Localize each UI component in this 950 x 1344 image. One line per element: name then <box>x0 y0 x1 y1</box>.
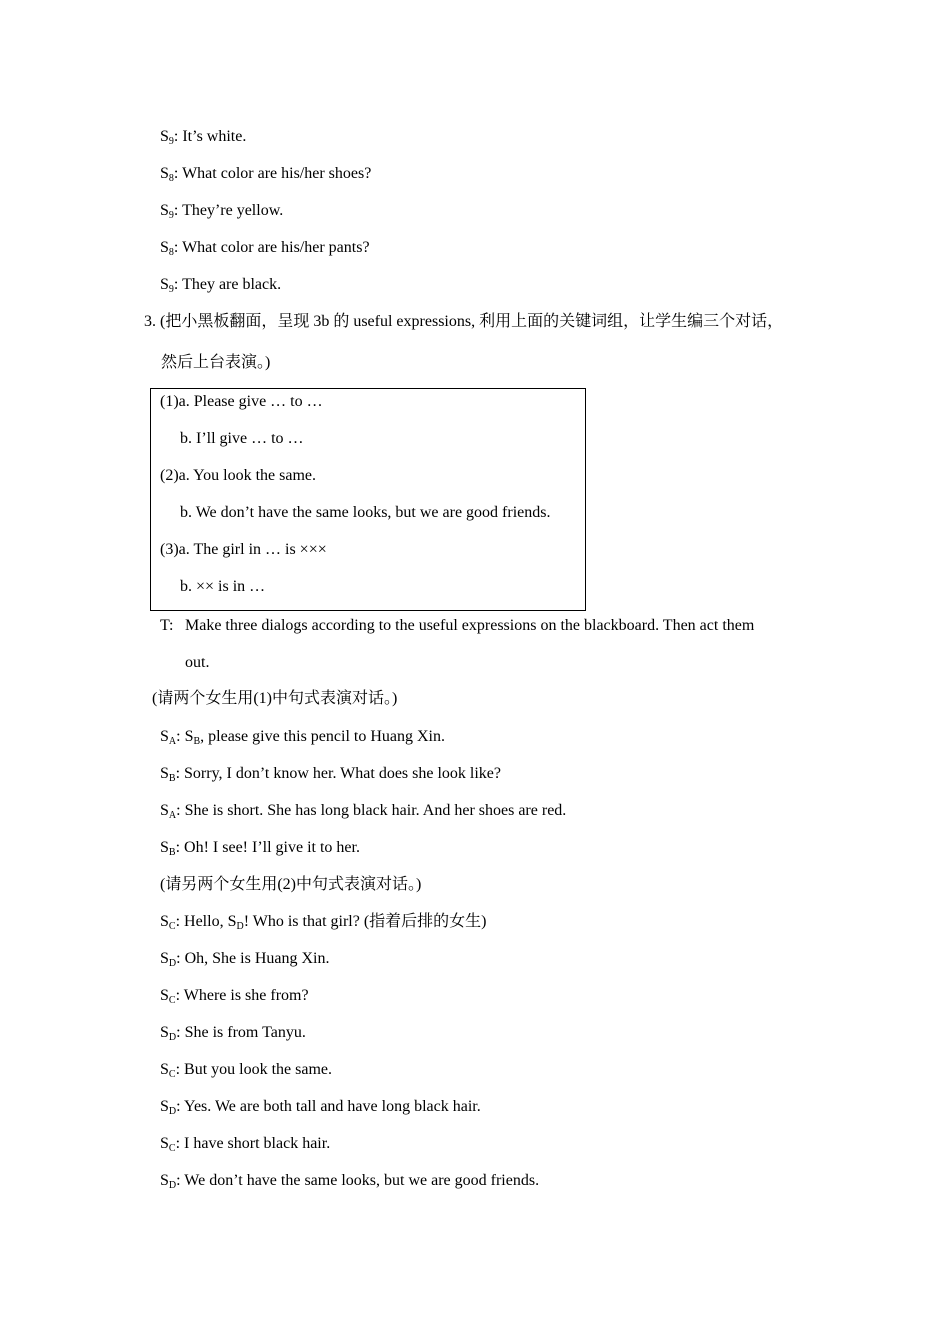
speaker-subscript: 9 <box>168 284 174 295</box>
speaker-subscript: B <box>168 847 176 858</box>
dialog-line <box>160 275 281 295</box>
speaker-subscript: 9 <box>168 210 174 221</box>
utterance: : Oh! I see! I’ll give it to her. <box>175 839 360 856</box>
expression-item: (1)a. Please give … to … <box>160 393 323 410</box>
speaker: S <box>160 1024 169 1041</box>
utterance: : What color are his/her pants? <box>173 239 370 256</box>
teacher-label: T: <box>160 617 174 634</box>
dialog-line <box>160 238 370 258</box>
dialog-line <box>160 164 371 184</box>
speaker: S <box>160 1061 169 1078</box>
dialog-line <box>160 1171 539 1191</box>
dialog-line <box>160 127 246 147</box>
utterance: : She is from Tanyu. <box>176 1024 306 1041</box>
stage-note: (请另两个女生用(2)中句式表演对话。) <box>160 876 422 893</box>
utterance: : She is short. She has long black hair. And her shoes are red. <box>176 802 567 819</box>
dialog-line <box>160 201 283 221</box>
utterance: : Where is she from? <box>175 987 309 1004</box>
speaker: S <box>160 802 169 819</box>
dialog-line <box>160 1134 330 1154</box>
utterance: : Sorry, I don’t know her. What does she look like? <box>175 765 502 782</box>
teacher-instruction: Make three dialogs according to the useful expressions on the blackboard. Then act them <box>185 617 755 634</box>
speaker-subscript: B <box>168 773 176 784</box>
utterance: , please give this pencil to Huang Xin. <box>200 728 445 745</box>
speaker: S <box>160 913 169 930</box>
speaker: S <box>160 276 169 293</box>
dialog-line <box>160 838 360 858</box>
speaker-subscript: C <box>168 1143 176 1154</box>
speaker: S <box>160 1172 169 1189</box>
dialog-line <box>160 949 329 969</box>
utterance: : I have short black hair. <box>175 1135 331 1152</box>
utterance: : They are black. <box>173 276 282 293</box>
speaker: S <box>160 128 169 145</box>
stage-note: (请两个女生用(1)中句式表演对话。) <box>152 690 398 707</box>
speaker-subscript: C <box>168 921 176 932</box>
expression-item: (2)a. You look the same. <box>160 467 316 484</box>
dialog-line <box>160 764 501 784</box>
expression-item: (3)a. The girl in … is ××× <box>160 541 327 558</box>
dialog-line <box>160 912 487 932</box>
step3-instruction: 3. (把小黑板翻面，呈现 3b 的 useful expressions, 利用上面的关键词组，让学生编三个对话， <box>144 313 784 330</box>
utterance: : What color are his/her shoes? <box>173 165 372 182</box>
utterance: : Yes. We are both tall and have long black hair. <box>176 1098 481 1115</box>
utterance: : But you look the same. <box>175 1061 333 1078</box>
expression-item: b. We don’t have the same looks, but we are good friends. <box>180 504 551 521</box>
teacher-instruction-cont: out. <box>185 654 210 671</box>
dialog-line <box>160 1060 332 1080</box>
speaker: S <box>160 728 169 745</box>
speaker: S <box>160 202 169 219</box>
speaker: S <box>160 1135 169 1152</box>
utterance: : Hello, S <box>175 913 237 930</box>
speaker: S <box>160 765 169 782</box>
speaker-subscript: C <box>168 1069 176 1080</box>
speaker-subscript: B <box>193 736 201 747</box>
utterance: : We don’t have the same looks, but we are good friends. <box>176 1172 540 1189</box>
speaker: S <box>160 165 169 182</box>
utterance: : They’re yellow. <box>173 202 284 219</box>
speaker: S <box>160 1098 169 1115</box>
speaker-subscript: D <box>168 1032 177 1043</box>
expression-item: b. I’ll give … to … <box>180 430 304 447</box>
speaker: S <box>160 239 169 256</box>
speaker-subscript: D <box>168 958 177 969</box>
dialog-line <box>160 727 445 747</box>
step3-instruction-cont: 然后上台表演。) <box>161 354 271 371</box>
speaker-subscript: A <box>168 810 177 821</box>
speaker-subscript: C <box>168 995 176 1006</box>
speaker-subscript: D <box>168 1106 177 1117</box>
speaker: S <box>160 839 169 856</box>
speaker-subscript: D <box>168 1180 177 1191</box>
speaker-subscript: D <box>236 921 244 932</box>
speaker: S <box>160 950 169 967</box>
speaker-subscript: 9 <box>168 136 174 147</box>
speaker: S <box>160 987 169 1004</box>
speaker-subscript: 8 <box>168 247 174 258</box>
speaker-subscript: A <box>168 736 177 747</box>
utterance: : S <box>176 728 194 745</box>
utterance: : It’s white. <box>173 128 247 145</box>
utterance: : Oh, She is Huang Xin. <box>176 950 330 967</box>
utterance: ! Who is that girl? (指着后排的女生) <box>243 913 487 930</box>
dialog-line <box>160 1097 481 1117</box>
dialog-line <box>160 1023 306 1043</box>
dialog-line <box>160 986 309 1006</box>
dialog-line <box>160 801 566 821</box>
expression-item: b. ×× is in … <box>180 578 266 595</box>
speaker-subscript: 8 <box>168 173 174 184</box>
